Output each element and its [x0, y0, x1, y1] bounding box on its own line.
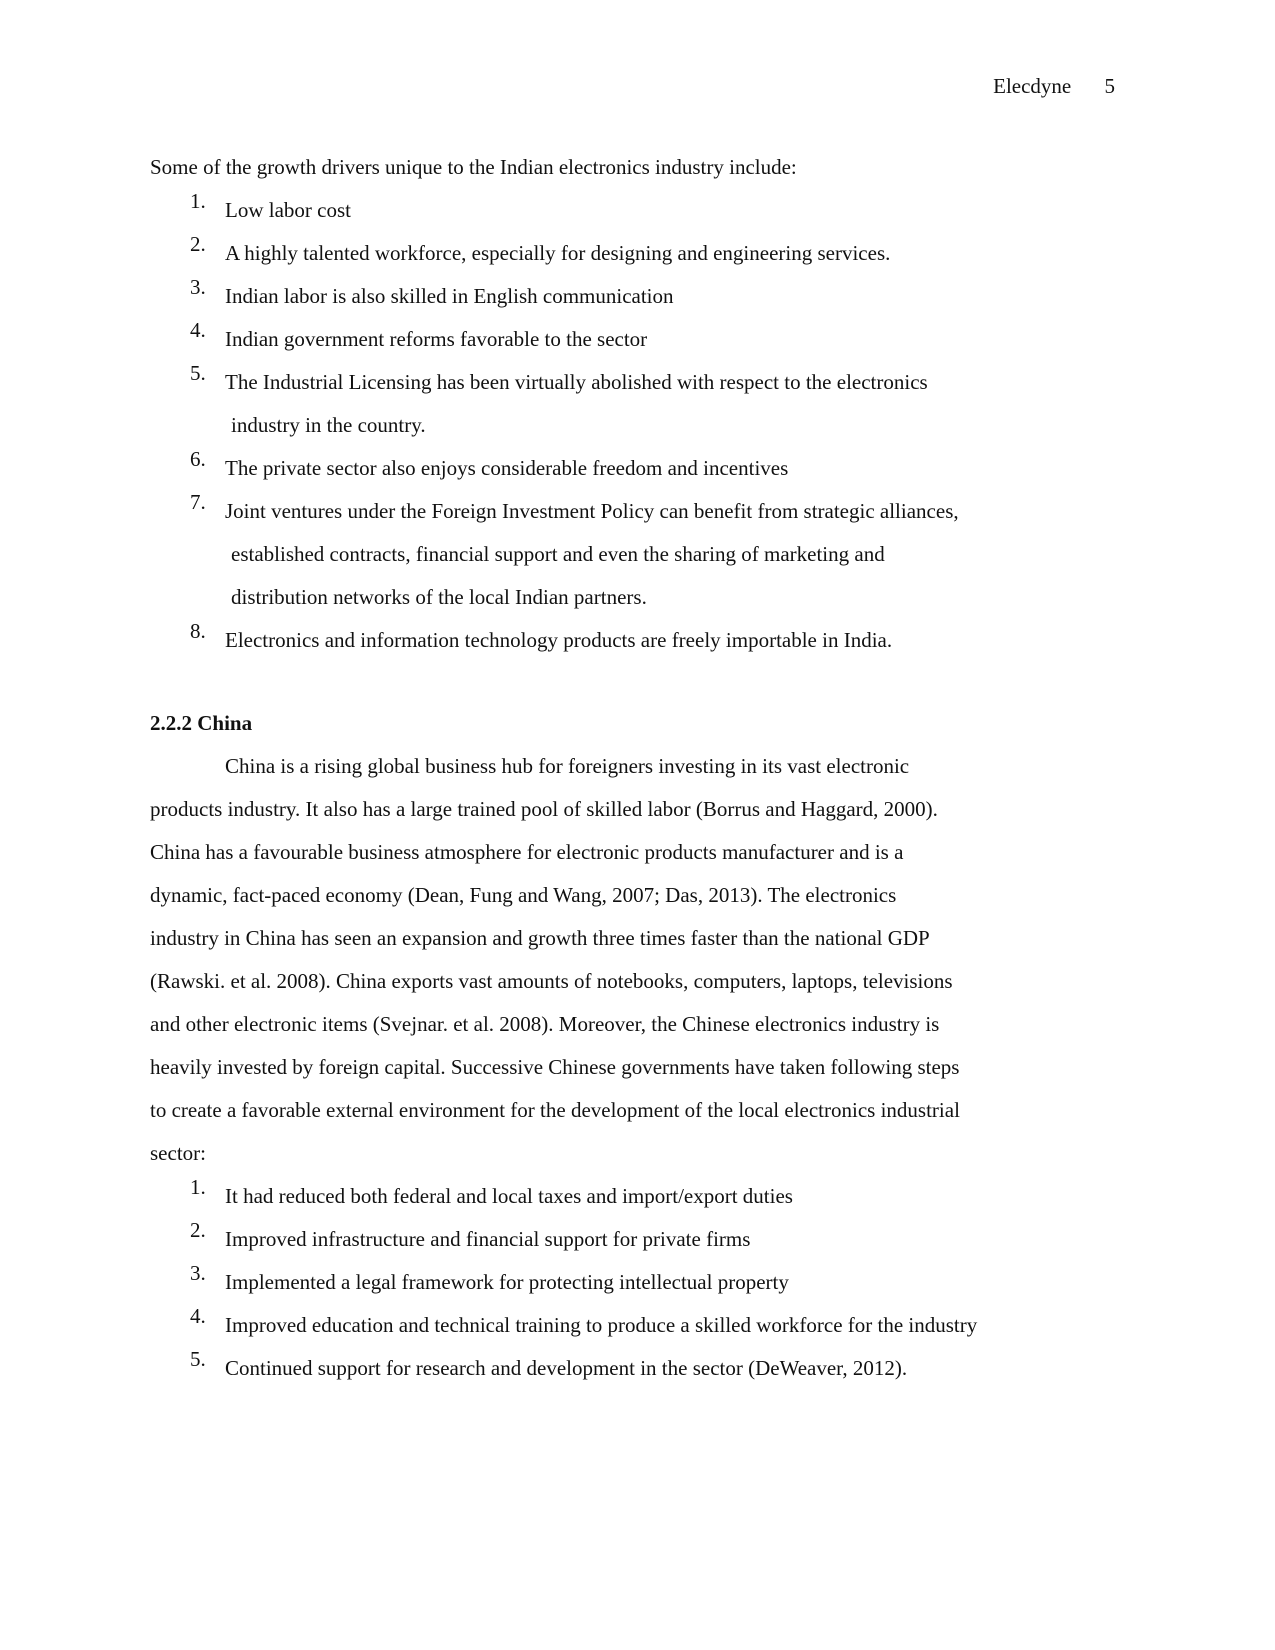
list-number: 5. [190, 1347, 206, 1371]
list-number: 5. [190, 361, 206, 385]
list-item-text: The Industrial Licensing has been virtually abolished with respect to the electronics [225, 370, 928, 394]
list-number: 7. [190, 490, 206, 514]
list-item [150, 318, 1130, 361]
list-item-text: Joint ventures under the Foreign Investment Policy can benefit from strategic alliances, [225, 499, 959, 523]
paragraph-line: and other electronic items (Svejnar. et al. 2008). Moreover, the Chinese electronics industry is [150, 1012, 940, 1036]
list-item-text-continued: established contracts, financial support and even the sharing of marketing and [231, 542, 885, 566]
list-item-text: Implemented a legal framework for protecting intellectual property [225, 1270, 789, 1294]
list-number: 8. [190, 619, 206, 643]
paragraph-line: sector: [150, 1141, 206, 1165]
list-number: 1. [190, 189, 206, 213]
running-header [993, 74, 1115, 99]
list-item [150, 1261, 1130, 1304]
india-intro: Some of the growth drivers unique to the Indian electronics industry include: [150, 155, 797, 179]
list-item-text: Improved infrastructure and financial support for private firms [225, 1227, 751, 1251]
list-item-text: Continued support for research and development in the sector (DeWeaver, 2012). [225, 1356, 908, 1380]
list-item [150, 490, 1130, 619]
list-item-text-continued: industry in the country. [231, 413, 426, 437]
paragraph-line: industry in China has seen an expansion and growth three times faster than the national GDP [150, 926, 930, 950]
paragraph-line: products industry. It also has a large trained pool of skilled labor (Borrus and Haggard, 2000). [150, 797, 938, 821]
list-item-text: Improved education and technical training to produce a skilled workforce for the industry [225, 1313, 978, 1337]
running-title: Elecdyne [993, 74, 1072, 98]
list-number: 2. [190, 1218, 206, 1242]
list-item [150, 1347, 1130, 1390]
paragraph-line: (Rawski. et al. 2008). China exports vast amounts of notebooks, computers, laptops, televisions [150, 969, 953, 993]
list-number: 3. [190, 1261, 206, 1285]
paragraph-line: China is a rising global business hub for foreigners investing in its vast electronic [225, 754, 910, 778]
paragraph-line: to create a favorable external environment for the development of the local electronics industrial [150, 1098, 960, 1122]
paragraph-line: dynamic, fact-paced economy (Dean, Fung and Wang, 2007; Das, 2013). The electronics [150, 883, 897, 907]
paragraph-line: heavily invested by foreign capital. Successive Chinese governments have taken following steps [150, 1055, 960, 1079]
china-paragraph [150, 745, 1130, 1175]
list-item-text: A highly talented workforce, especially for designing and engineering services. [225, 241, 891, 265]
list-item [150, 1175, 1130, 1218]
list-number: 3. [190, 275, 206, 299]
page-body [150, 146, 1130, 1390]
list-item-text: Indian labor is also skilled in English communication [225, 284, 674, 308]
list-item-text: Low labor cost [225, 198, 351, 222]
china-steps-list [150, 1175, 1130, 1390]
list-item-text: The private sector also enjoys considerable freedom and incentives [225, 456, 789, 480]
list-item [150, 361, 1130, 447]
list-item [150, 232, 1130, 275]
india-growth-drivers-list [150, 189, 1130, 662]
list-item [150, 189, 1130, 232]
list-item-text: Electronics and information technology products are freely importable in India. [225, 628, 893, 652]
list-item-text-continued: distribution networks of the local Indian partners. [231, 585, 647, 609]
list-item [150, 1218, 1130, 1261]
list-item [150, 275, 1130, 318]
list-item [150, 447, 1130, 490]
list-number: 4. [190, 318, 206, 342]
page-number: 5 [1104, 74, 1115, 98]
list-number: 6. [190, 447, 206, 471]
list-item-text: It had reduced both federal and local taxes and import/export duties [225, 1184, 793, 1208]
list-item-text: Indian government reforms favorable to the sector [225, 327, 648, 351]
list-number: 2. [190, 232, 206, 256]
list-number: 1. [190, 1175, 206, 1199]
list-item [150, 619, 1130, 662]
section-heading-china: 2.2.2 China [150, 711, 253, 735]
list-number: 4. [190, 1304, 206, 1328]
paragraph-line: China has a favourable business atmosphere for electronic products manufacturer and is a [150, 840, 904, 864]
list-item [150, 1304, 1130, 1347]
